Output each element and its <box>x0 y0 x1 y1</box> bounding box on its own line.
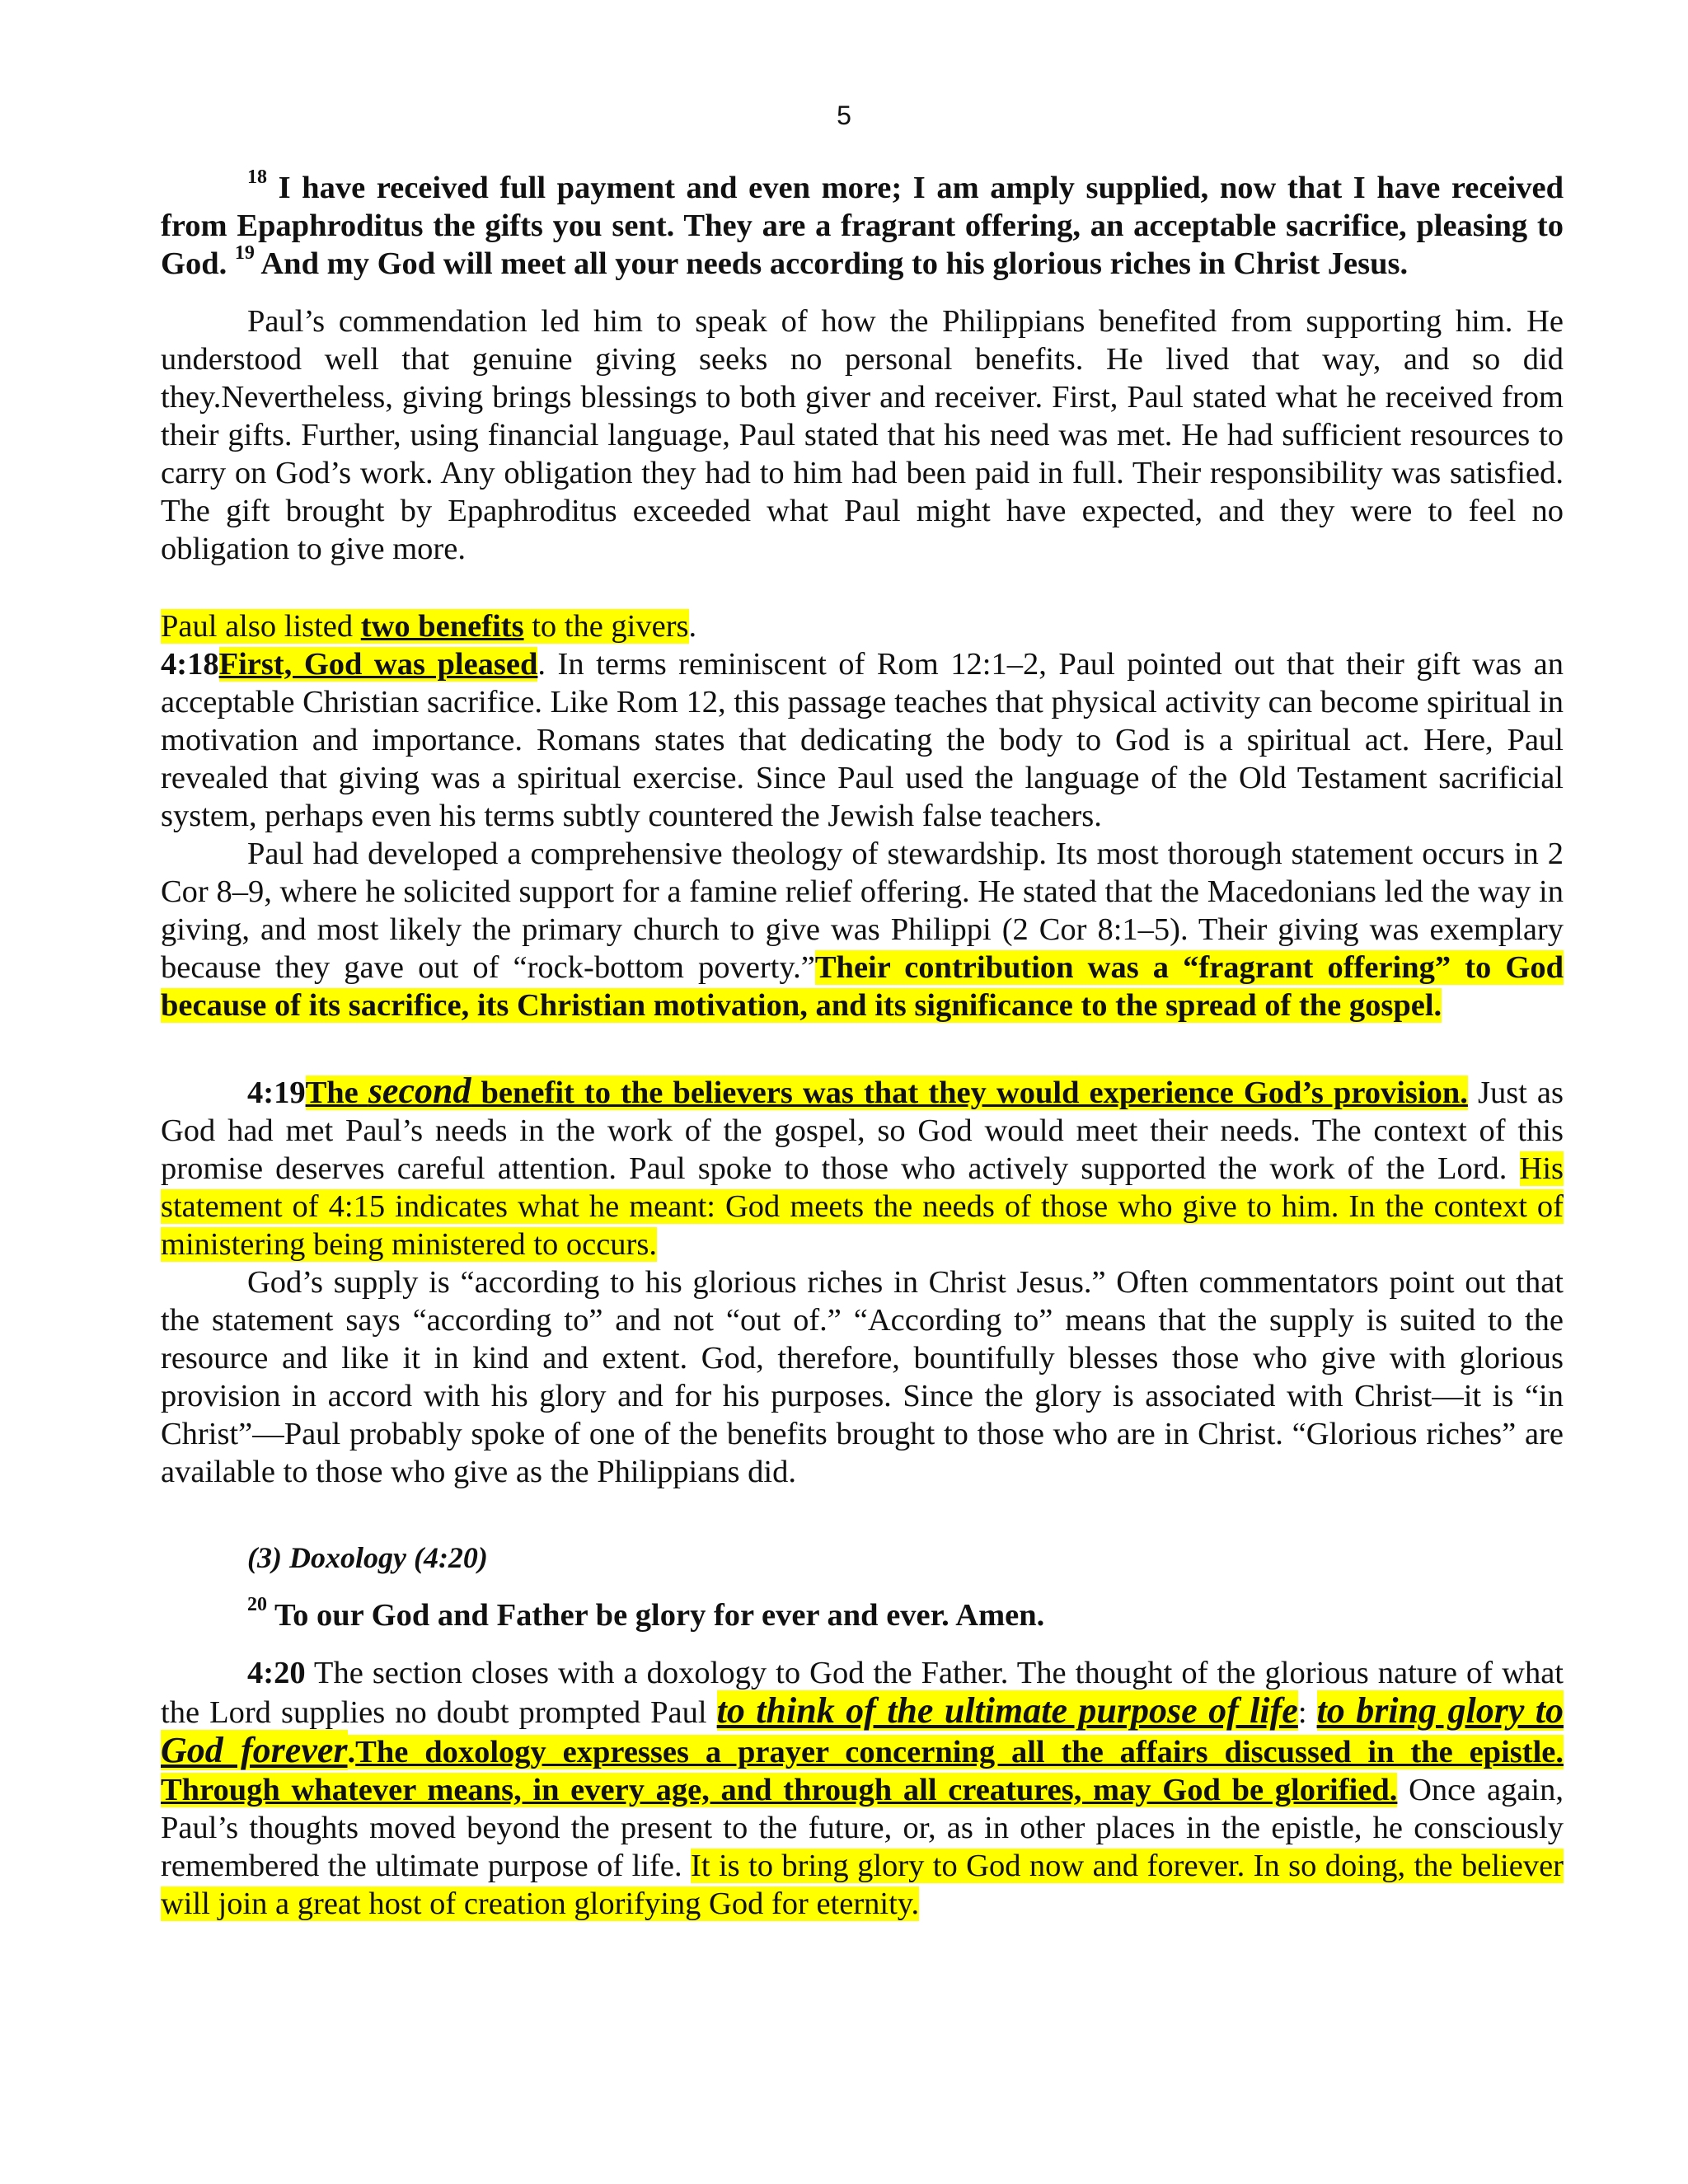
paragraph-commendation: Paul’s commendation led him to speak of how the Philippians benefited from supporting him. He understood well that genuine giving seeks no personal benefits. He lived that way, and so did they.Nevertheless, giving brings blessings to both giver and receiver. First, Paul stated what he received from their gifts. Further, using financial language, Paul stated that his need was met. He had sufficient resources to carry on God’s work. Any obligation they had to him had been paid in full. Their responsibility was satisfied. The gift brought by Epaphroditus exceeded what Paul might have expected, and they were to feel no obligation to give more. <box>161 304 1564 566</box>
text-run: benefit to the believers was that they would experience God’s provision. <box>471 1076 1468 1110</box>
highlight-doxology-prayer: The doxology expresses a prayer concerning all the affairs discussed in the epistle. Through whatever means, in every age, and through all creatures, may God be glorified. <box>161 1735 1564 1807</box>
paragraph-4-20-text-1: The section closes with a doxology to God the Father. The thought of the glorious nature of what the Lord supplies no doubt prompted Paul <box>161 1656 1564 1730</box>
paragraph-4-18 <box>161 645 1564 835</box>
text-run: The <box>305 1076 368 1110</box>
highlight-statement-4-15: His statement of 4:15 indicates what he meant: God meets the needs of those who give to him. In the context of ministering being ministered to occurs. <box>161 1151 1564 1262</box>
verse-block-20 <box>161 1596 1564 1634</box>
emphasis-two-benefits: two benefits <box>360 609 524 644</box>
text-run: Paul also listed <box>161 609 361 644</box>
emphasis-second: second <box>368 1071 471 1111</box>
paragraph-4-19 <box>161 1072 1564 1263</box>
paragraph-stewardship-text: Paul had developed a comprehensive theology of stewardship. Its most thorough statement occurs in 2 Cor 8–9, where he solicited support for a famine relief offering. He stated that the Macedonians led the way in giving, and most likely the primary church to give was Philippi (2 Cor 8:1–5). Their giving was exemplary because they gave out of “rock-bottom poverty.” <box>161 837 1564 985</box>
verse-block-18-19 <box>161 166 1564 283</box>
reference-4-20: 4:20 <box>247 1656 306 1690</box>
emphasis-ultimate-purpose: to think of the ultimate purpose of life <box>716 1690 1298 1731</box>
paragraph-gods-supply: God’s supply is “according to his glorious riches in Christ Jesus.” Often commentators point out that the statement says “according to” and not “out of.” “According to” means that the supply is suited to the resource and like it in kind and extent. God, therefore, bountifully blesses those who give with glorious provision in accord with his glory and for his purposes. Since the glory is associated with Christ—it is “in Christ”—Paul probably spoke of one of the benefits brought to those who are in Christ. “Glorious riches” are available to those who give as the Philippians did. <box>161 1265 1564 1489</box>
emphasis-glory-to-god: to bring glory to God forever <box>161 1690 1564 1770</box>
text-run: : <box>1297 1695 1317 1730</box>
paragraph-4-20 <box>161 1654 1564 1923</box>
paragraph-two-benefits <box>161 607 1564 645</box>
verse-18-text: I have received full payment and even more; I am amply supplied, now that I have received from Epaphroditus the gifts you sent. They are a fragrant offering, an acceptable sacrifice, pleasing to God. <box>161 171 1564 281</box>
emphasis-second-benefit <box>305 1071 1468 1111</box>
text-run: to the givers <box>523 609 689 644</box>
reference-4-19: 4:19 <box>247 1076 306 1110</box>
reference-4-18: 4:18 <box>161 647 219 682</box>
verse-number-20: 20 <box>247 1594 267 1616</box>
section-heading-doxology: (3) Doxology (4:20) <box>247 1541 488 1574</box>
page-content <box>161 166 1564 1923</box>
page-number: 5 <box>837 101 851 130</box>
verse-19-text: And my God will meet all your needs according to his glorious riches in Christ Jesus. <box>260 246 1409 281</box>
text-run: . <box>688 609 697 644</box>
verse-number-19: 19 <box>234 242 255 265</box>
emphasis-first-god-pleased: First, God was pleased <box>218 647 538 682</box>
highlight-two-benefits <box>161 609 689 644</box>
paragraph-stewardship <box>161 835 1564 1024</box>
paragraph-4-20-text-2: Once again, Paul’s thoughts moved beyond the present to the future, or, as in other places in the epistle, he consciously remembered the ultimate purpose of life. <box>161 1773 1564 1883</box>
paragraph-4-18-text: . In terms reminiscent of Rom 12:1–2, Paul pointed out that their gift was an acceptable Christian sacrifice. Like Rom 12, this passage teaches that physical activity can become spiritual in motivation and importance. Romans states that dedicating the body to God is a spiritual act. Here, Paul revealed that giving was a spiritual exercise. Since Paul used the language of the Old Testament sacrificial system, perhaps even his terms subtly countered the Jewish false teachers. <box>161 647 1564 833</box>
verse-number-18: 18 <box>247 166 267 189</box>
verse-20-text: To our God and Father be glory for ever and ever. Amen. <box>274 1598 1045 1633</box>
highlight-fragrant-offering: Their contribution was a “fragrant offering” to God because of its sacrifice, its Christian motivation, and its significance to the spread of the gospel. <box>161 950 1564 1023</box>
paragraph-4-19-text: Just as God had met Paul’s needs in the work of the gospel, so God would meet their needs. The context of this promise deserves careful attention. Paul spoke to those who actively supported the work of the Lord. <box>161 1076 1564 1186</box>
highlight-bring-glory: It is to bring glory to God now and forever. In so doing, the believer will join a great host of creation glorifying God for eternity. <box>161 1849 1564 1921</box>
text-run: . <box>347 1735 356 1769</box>
